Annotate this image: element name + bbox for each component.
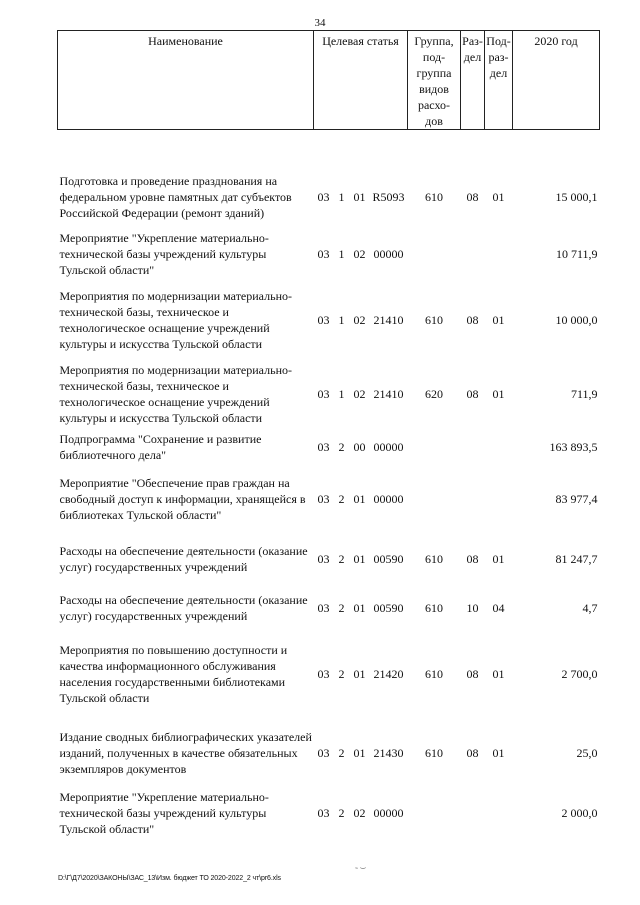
row-expense-group: 620: [425, 387, 444, 401]
row-name: Подпрограмма "Сохранение и развитие библиотечного дела": [59, 432, 262, 462]
row-subsection: 01: [492, 190, 505, 204]
row-event: 02: [353, 806, 366, 820]
header-subsection-line: Под-: [486, 34, 511, 48]
row-name: Подготовка и проведение празднования на федеральном уровне памятных дат субъектов Российской Федерации (ремонт зданий): [59, 174, 292, 220]
header-group-line: под-: [422, 50, 446, 64]
header-group-line: дов: [425, 114, 443, 128]
header-spacer: [58, 130, 600, 168]
row-name: Расходы на обеспечение деятельности (оказание услуг) государственных учреждений: [59, 544, 308, 574]
row-subprogram: 1: [338, 313, 345, 327]
row-expense-group: 610: [425, 313, 444, 327]
row-direction: 21410: [373, 387, 404, 401]
row-event: 02: [353, 387, 366, 401]
file-path-footer: D:\Г\Д7\2020\ЗАКОНЫ\ЗАС_13\Изм. бюджет ТО 2020-2022_2 чт\pr6.xls: [58, 875, 281, 882]
row-program: 03: [317, 491, 330, 506]
row-expense-group: 610: [425, 667, 444, 681]
table-row: [58, 531, 600, 587]
header-group-line: Группа,: [414, 34, 454, 48]
row-amount: 4,7: [582, 601, 598, 615]
row-name: Мероприятие "Укрепление материально-технической базы учреждений культуры Тульской области": [59, 230, 269, 277]
page-number: 34: [314, 17, 326, 29]
row-section: 08: [466, 190, 479, 204]
row-amount: 10 711,9: [555, 246, 598, 261]
row-name: Мероприятие "Обеспечение прав граждан на свободный доступ к информации, хранящейся в библиотеках Тульской области": [59, 475, 306, 522]
table-body: [58, 130, 600, 840]
row-subprogram: 2: [338, 601, 345, 615]
header-target-article: Целевая статья: [314, 31, 408, 130]
row-name: Мероприятия по модернизации материально-технической базы, техническое и технологическое оснащение учреждений культуры и искусства Тульской области: [59, 289, 292, 351]
row-subsection: 01: [492, 746, 505, 760]
row-event: 01: [353, 190, 366, 204]
table-row: [58, 587, 600, 629]
row-direction: 21420: [373, 667, 404, 681]
row-expense-group: [408, 428, 461, 466]
row-section: 10: [466, 601, 479, 615]
row-name: Мероприятия по повышению доступности и качества информационного обслуживания населения государственными библиотеками Тульской области: [59, 643, 288, 705]
row-subprogram: 2: [338, 440, 345, 454]
row-subsection: [485, 466, 513, 531]
table-row: [58, 787, 600, 839]
table-row: [58, 719, 600, 787]
row-event: 01: [353, 491, 366, 506]
row-event: 01: [353, 667, 366, 681]
row-name: Мероприятие "Укрепление материально-технической базы учреждений культуры Тульской области": [59, 790, 269, 836]
table-row: [58, 167, 600, 227]
row-subprogram: 2: [338, 806, 345, 820]
row-expense-group: [408, 466, 461, 531]
row-expense-group: 610: [425, 601, 444, 615]
header-group: [408, 31, 461, 130]
row-subsection: 04: [492, 601, 505, 615]
row-program: 03: [317, 190, 330, 204]
row-program: 03: [317, 387, 330, 401]
header-section-line: дел: [463, 50, 482, 64]
header-section: [461, 31, 485, 130]
row-direction: R5093: [372, 190, 405, 204]
row-subprogram: 2: [338, 491, 345, 506]
row-name: Издание сводных библиографических указателей изданий, полученных в качестве обязательных экземпляров документов: [59, 730, 312, 776]
row-subprogram: 2: [338, 667, 345, 681]
row-event: 01: [353, 552, 366, 566]
header-subsection: [485, 31, 513, 130]
row-expense-group: 610: [425, 552, 444, 566]
table-row: [58, 360, 600, 428]
row-program: 03: [317, 667, 330, 681]
row-amount: 10 000,0: [555, 313, 598, 327]
table-row: [58, 466, 600, 531]
row-program: 03: [317, 552, 330, 566]
header-name: Наименование: [58, 31, 314, 130]
row-amount: 163 893,5: [549, 440, 598, 454]
budget-table-wrapper: [57, 30, 599, 839]
row-subsection: 01: [492, 667, 505, 681]
row-event: 02: [353, 246, 366, 261]
row-subprogram: 2: [338, 552, 345, 566]
row-subsection: [485, 787, 513, 839]
header-group-line: расхо-: [417, 98, 451, 112]
row-event: 01: [353, 746, 366, 760]
row-direction: 00000: [373, 246, 404, 261]
row-direction: 00000: [373, 440, 404, 454]
table-row: [58, 280, 600, 360]
table-row: [58, 227, 600, 280]
table-row: [58, 629, 600, 719]
row-subprogram: 2: [338, 746, 345, 760]
row-amount: 83 977,4: [555, 491, 598, 506]
row-expense-group: [408, 227, 461, 280]
row-expense-group: [408, 787, 461, 839]
row-direction: 00000: [373, 491, 404, 506]
row-event: 01: [353, 601, 366, 615]
row-subprogram: 1: [338, 190, 345, 204]
header-section-line: Раз-: [462, 34, 483, 48]
row-amount: 2 000,0: [561, 806, 598, 820]
row-subsection: 01: [492, 313, 505, 327]
row-program: 03: [317, 601, 330, 615]
row-section: [461, 466, 485, 531]
header-group-line: группа: [416, 66, 452, 80]
row-program: 03: [317, 440, 330, 454]
row-direction: 00590: [373, 552, 404, 566]
row-amount: 25,0: [576, 746, 598, 760]
row-section: 08: [466, 552, 479, 566]
row-section: 08: [466, 313, 479, 327]
row-name: Мероприятия по модернизации материально-технической базы, техническое и технологическое оснащение учреждений культуры и искусства Тульской области: [59, 363, 292, 425]
header-subsection-line: дел: [489, 66, 508, 80]
budget-table: [57, 30, 600, 839]
row-amount: 15 000,1: [555, 190, 598, 204]
row-program: 03: [317, 806, 330, 820]
row-amount: 711,9: [570, 387, 598, 401]
table-header-row: [58, 31, 600, 130]
row-subsection: 01: [492, 552, 505, 566]
scan-mark: ˜ ͝: [355, 866, 361, 876]
row-event: 00: [353, 440, 366, 454]
row-subsection: [485, 227, 513, 280]
row-amount: 2 700,0: [561, 667, 598, 681]
row-subprogram: 1: [338, 387, 345, 401]
row-section: [461, 787, 485, 839]
row-subsection: 01: [492, 387, 505, 401]
row-section: 08: [466, 387, 479, 401]
row-direction: 00000: [373, 806, 404, 820]
header-year: 2020 год: [513, 31, 600, 130]
row-event: 02: [353, 313, 366, 327]
row-expense-group: 610: [425, 746, 444, 760]
row-expense-group: 610: [425, 190, 444, 204]
row-program: 03: [317, 246, 330, 261]
row-section: 08: [466, 667, 479, 681]
row-direction: 00590: [373, 601, 404, 615]
row-subsection: [485, 428, 513, 466]
row-name: Расходы на обеспечение деятельности (оказание услуг) государственных учреждений: [59, 593, 308, 623]
header-subsection-line: раз-: [488, 50, 509, 64]
row-section: 08: [466, 746, 479, 760]
table-row: [58, 428, 600, 466]
row-section: [461, 227, 485, 280]
row-subprogram: 1: [338, 246, 345, 261]
row-program: 03: [317, 746, 330, 760]
row-program: 03: [317, 313, 330, 327]
row-amount: 81 247,7: [555, 552, 598, 566]
row-direction: 21430: [373, 746, 404, 760]
row-direction: 21410: [373, 313, 404, 327]
header-group-line: видов: [419, 82, 449, 96]
row-section: [461, 428, 485, 466]
